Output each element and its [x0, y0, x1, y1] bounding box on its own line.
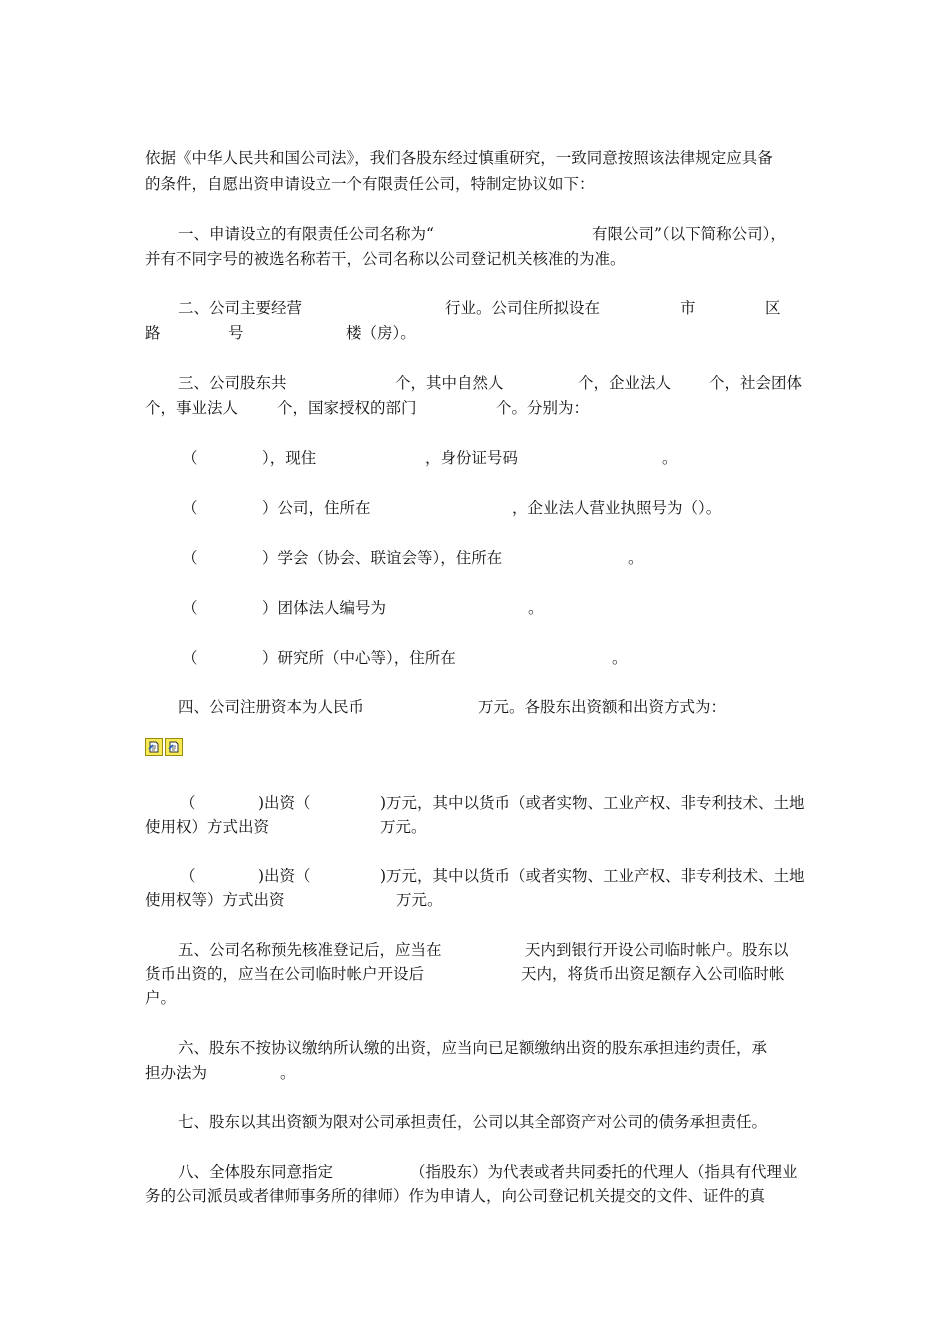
association-address-label: ）学会（协会、联谊会等），住所在: [262, 549, 503, 567]
article-2-text: 二、公司主要经营: [178, 299, 303, 317]
article-3-text: 个，其中自然人: [395, 374, 504, 392]
article-8-text: （指股东）为代表或者共同委托的代理人（指具有代理业: [410, 1163, 798, 1181]
period: 。: [528, 599, 544, 617]
contribution-method-text: 使用权等）方式出资: [145, 891, 285, 909]
group-number-label: ）团体法人编号为: [262, 599, 387, 617]
document-icon[interactable]: [145, 738, 163, 756]
intro-text: 依据《中华人民共和国公司法》，我们各股东经过慎重研究，一致同意按照该法律规定应具备: [145, 149, 773, 167]
period: 。: [662, 449, 678, 467]
article-4-text: 四、公司注册资本为人民币: [178, 698, 365, 716]
company-address-label: ）公司，住所在: [262, 499, 371, 517]
article-1-text: 有限公司”（以下简称公司），: [592, 225, 786, 243]
article-5-text: 五、公司名称预先核准登记后，应当在: [178, 941, 442, 959]
embedded-object-icons: [145, 738, 185, 756]
article-5-text: 户。: [145, 989, 177, 1007]
residence-label: ），现住: [262, 449, 317, 467]
article-3-text: 个，企业法人: [578, 374, 672, 392]
article-2-text: 路: [145, 324, 161, 342]
article-6-text: 担办法为: [145, 1064, 208, 1082]
paren-open: （: [182, 649, 198, 667]
article-4-text: 万元。各股东出资额和出资方式为：: [478, 698, 727, 716]
article-5-text: 天内，将货币出资足额存入公司临时帐: [521, 965, 785, 983]
article-5-text: 天内到银行开设公司临时帐户。股东以: [525, 941, 789, 959]
document-icon[interactable]: [165, 738, 183, 756]
article-3-text: 个，事业法人: [145, 399, 239, 417]
contribution-method-text: 使用权）方式出资: [145, 818, 270, 836]
article-6-text: 。: [280, 1064, 296, 1082]
contribution-method-text: )万元，其中以货币（或者实物、工业产权、非专利技术、土地: [380, 867, 805, 885]
amount-unit: 万元。: [396, 891, 443, 909]
article-3-text: 个。分别为：: [496, 399, 590, 417]
article-1-text: 一、申请设立的有限责任公司名称为“: [178, 225, 434, 243]
article-8-text: 务的公司派员或者律师事务所的律师）作为申请人，向公司登记机关提交的文件、证件的真: [145, 1187, 766, 1205]
article-3-text: 三、公司股东共: [178, 374, 287, 392]
article-3-text: 个，社会团体: [709, 374, 803, 392]
contribution-label: )出资（: [258, 867, 311, 885]
paren-open: （: [182, 549, 198, 567]
article-5-text: 货币出资的，应当在公司临时帐户开设后: [145, 965, 425, 983]
article-2-text: 市: [680, 299, 696, 317]
amount-unit: 万元。: [380, 818, 427, 836]
article-8-text: 八、全体股东同意指定: [178, 1163, 334, 1181]
paren-open: （: [180, 867, 196, 885]
article-2-text: 楼（房）。: [346, 324, 416, 342]
article-2-text: 行业。公司住所拟设在: [445, 299, 601, 317]
article-1-text: 并有不同字号的被选名称若干，公司名称以公司登记机关核准的为准。: [145, 250, 626, 268]
paren-open: （: [182, 449, 198, 467]
institute-address-label: ）研究所（中心等），住所在: [262, 649, 456, 667]
intro-text: 的条件，自愿出资申请设立一个有限责任公司，特制定协议如下：: [145, 175, 595, 193]
paren-open: （: [182, 599, 198, 617]
contribution-method-text: )万元，其中以货币（或者实物、工业产权、非专利技术、土地: [380, 794, 805, 812]
contribution-label: )出资（: [258, 794, 311, 812]
paren-open: （: [182, 499, 198, 517]
article-7-text: 七、股东以其出资额为限对公司承担责任，公司以其全部资产对公司的债务承担责任。: [178, 1113, 768, 1131]
id-number-label: ，身份证号码: [425, 449, 519, 467]
period: 。: [612, 649, 628, 667]
article-2-text: 号: [228, 324, 244, 342]
business-license-label: ，企业法人营业执照号为（）。: [512, 499, 722, 517]
article-2-text: 区: [765, 299, 781, 317]
period: 。: [628, 549, 644, 567]
paren-open: （: [180, 794, 196, 812]
article-3-text: 个，国家授权的部门: [277, 399, 417, 417]
article-6-text: 六、股东不按协议缴纳所认缴的出资，应当向已足额缴纳出资的股东承担违约责任，承: [178, 1039, 768, 1057]
